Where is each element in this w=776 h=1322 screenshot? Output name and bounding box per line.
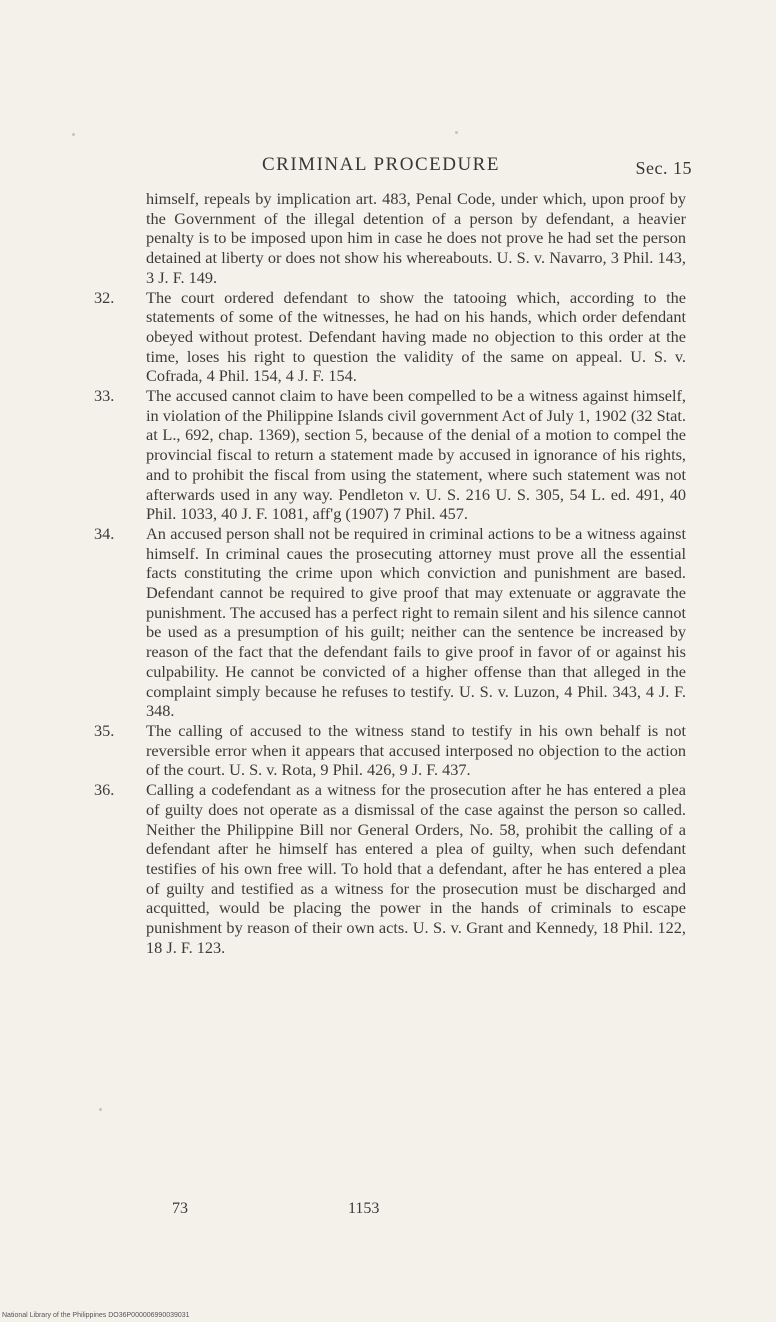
scan-speck [72,133,75,136]
note-number: 36. [94,780,115,800]
running-head-section: Sec. 15 [635,158,692,178]
continued-paragraph: himself, repeals by implication art. 483, Penal Code, under which, upon proof by the Government of the illegal detention of a person by defendant, a heavier penalty is to be imposed upon him in case he does not prove he had set the person detained at liberty or does not show his whereabouts. U. S. v. Navarro, 3 Phil. 143, 3 J. F. 149. [146,189,686,287]
scan-speck [455,131,458,134]
note-number: 34. [94,523,115,543]
note-number: 33. [94,386,115,406]
annotation-note [76,721,686,780]
signature-mark: 73 [172,1200,188,1217]
running-head [80,154,692,180]
scan-credit: National Library of the Philippines DO36P000006990039031 [2,1312,190,1319]
annotation-note [76,288,686,387]
note-text: The accused cannot claim to have been compelled to be a witness against himself, in violation of the Philippine Islands civil government Act of July 1, 1902 (32 Stat. at L., 692, chap. 1369), section 5, because of the denial of a motion to compel the provincial fiscal to return a statement made by accused in ignorance of his rights, and to prohibit the fiscal from using the statement, where such statement was not afterwards used in any way. Pendleton v. U. S. 216 U. S. 305, 54 L. ed. 491, 40 Phil. 1033, 40 J. F. 1081, aff'g (1907) 7 Phil. 457. [146,386,686,524]
annotation-text [76,189,686,957]
annotation-note [76,386,686,524]
note-number: 32. [94,287,115,307]
note-text: The calling of accused to the witness stand to testify in his own behalf is not reversible error when it appears that accused interposed no objection to the action of the court. U. S. v. Rota, 9 Phil. 426, 9 J. F. 437. [146,720,686,780]
page-footer [172,1200,402,1222]
scan-speck [99,1108,102,1111]
note-text: Calling a codefendant as a witness for the prosecution after he has entered a plea of guilty does not operate as a dismissal of the case against the person so called. Neither the Philippine Bill nor General Orders, No. 58, prohibit the calling of a defendant after he himself has entered a plea of guilty, when such defendant testifies of his own free will. To hold that a defendant, after he has entered a plea of guilty and testified as a witness for the prosecution must be discharged and acquitted, would be placing the power in the hands of criminals to escape punishment by reason of their own acts. U. S. v. Grant and Kennedy, 18 Phil. 122, 18 J. F. 123. [146,780,686,957]
note-number: 35. [94,720,115,740]
running-head-title: CRIMINAL PROCEDURE [262,154,500,175]
note-text: The court ordered defendant to show the tatooing which, according to the statements of some of the witnesses, he had on his hands, which order defendant obeyed without protest. Defendant having made no objection to this order at the time, loses his right to question the validity of the same on appeal. U. S. v. Cofrada, 4 Phil. 154, 4 J. F. 154. [146,287,686,386]
annotation-note [76,780,686,957]
annotation-note [76,524,686,721]
page-number: 1153 [348,1200,380,1217]
note-text: An accused person shall not be required in criminal actions to be a witness against himself. In criminal caues the prosecuting attorney must prove all the essential facts constituting the crime upon which conviction and punishment are based. Defendant cannot be required to give proof that may extenuate or aggravate the punishment. The accused has a perfect right to remain silent and his silence cannot be used as a presumption of his guilt; neither can the sentence be increased by reason of the fact that the defendant fails to give proof in favor of or against his culpability. He cannot be convicted of a higher offense than that alleged in the complaint simply because he refuses to testify. U. S. v. Luzon, 4 Phil. 343, 4 J. F. 348. [146,523,686,721]
